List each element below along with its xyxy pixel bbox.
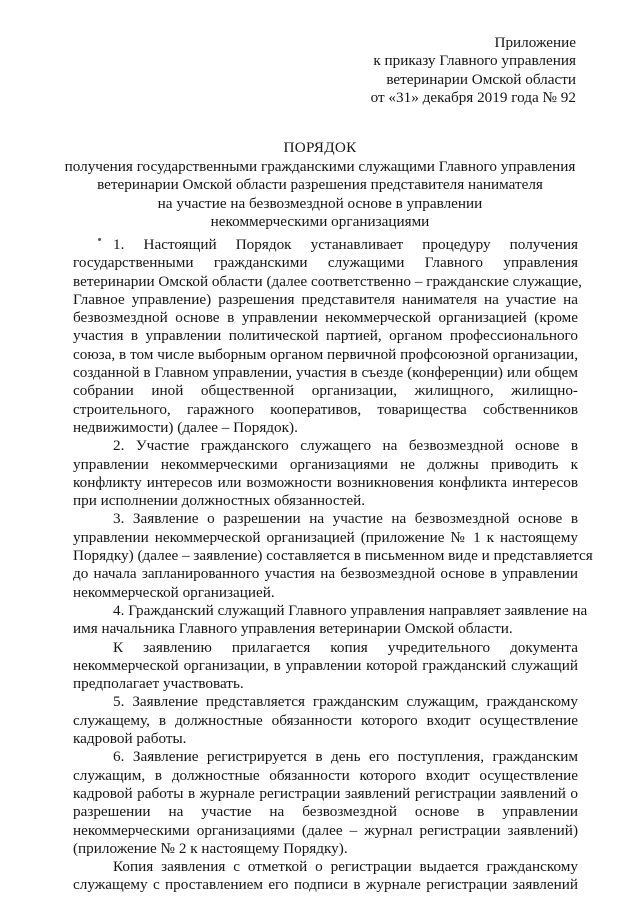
body-line: союза, в том числе выборным органом первичной профсоюзной организации, (73, 345, 578, 363)
body-line: имя начальника Главного управления ветеринарии Омской области. (73, 620, 513, 638)
body-line: некоммерческой организации, в управлении которой гражданский служащий (73, 656, 578, 674)
body-line: Копия заявления с отметкой о регистрации выдается гражданскому (113, 858, 578, 876)
body-line: служащему с проставлением его подписи в журнале регистрации заявлений (73, 876, 578, 894)
appendix-line: Приложение (494, 34, 576, 51)
body-line: Порядку) (далее – заявление) составляется в письменном виде и представляется (73, 547, 593, 565)
subtitle-line: получения государственными гражданскими служащими Главного управления (64, 158, 576, 175)
body-line: 4. Гражданский служащий Главного управления направляет заявление на (113, 601, 588, 619)
body-line: 6. Заявление регистрируется в день его поступления, гражданским (113, 748, 578, 766)
body-line: строительного, гаражного кооперативов, товарищества собственников (73, 400, 578, 418)
body-line: ветеринарии Омской области (далее соответственно – гражданские служащие, (73, 272, 582, 290)
body-line: 2. Участие гражданского служащего на безвозмездной основе в (113, 437, 578, 455)
body-line: кадровой работы. (73, 730, 187, 748)
body-line: собрании иной общественной организации, жилищного, жилищно- (73, 382, 578, 400)
appendix-header (371, 34, 576, 108)
body-line: 3. Заявление о разрешении на участие на безвозмездной основе в (113, 510, 578, 528)
appendix-line: ветеринарии Омской области (386, 70, 576, 88)
body-line: служащему, в должностные обязанности которого входит осуществление (73, 711, 578, 729)
body-line: служащим, в должностные обязанности которого входит осуществление (73, 766, 578, 784)
body-line: при исполнении должностных обязанностей. (73, 492, 365, 510)
document-title: ПОРЯДОК (283, 139, 357, 156)
document-subtitle (60, 158, 580, 232)
body-line: разрешении на участие на безвозмездной основе в управлении (73, 803, 578, 821)
appendix-line: к приказу Главного управления (373, 52, 576, 70)
body-line: управлении некоммерческими организациями не должны приводить к (73, 455, 578, 473)
body-line: государственными гражданскими служащими Главного управления (73, 254, 578, 272)
body-line: 1. Настоящий Порядок устанавливает процедуру получения (113, 236, 578, 253)
body-line: некоммерческими организациями (далее – журнал регистрации заявлений) (73, 821, 578, 839)
body-line: до начала запланированного участия на безвозмездной основе в управлении (73, 565, 578, 583)
subtitle-line: некоммерческими организациями (210, 213, 430, 231)
body-line: 5. Заявление представляется гражданским служащим, гражданскому (113, 693, 578, 711)
body-line: К заявлению прилагается копия учредительного документа (113, 638, 578, 656)
body-line: созданной в Главном управлении, участия в съезде (конференции) или общем (73, 364, 578, 382)
document-body (73, 236, 593, 895)
body-line: недвижимости) (далее – Порядок). (73, 418, 298, 436)
body-line: Главное управление) разрешения представителя нанимателя на участие на (73, 290, 578, 308)
subtitle-line: на участие на безвозмездной основе в управлении (157, 194, 483, 212)
subtitle-line: ветеринарии Омской области разрешения представителя нанимателя (97, 176, 543, 194)
body-line: некоммерческой организацией. (73, 583, 275, 601)
body-line: управлении некоммерческой организацией (приложение № 1 к настоящему (73, 528, 578, 546)
body-line: безвозмездной основе в управлении некоммерческой организацией (кроме (73, 309, 578, 327)
body-line: предполагает участвовать. (73, 675, 244, 693)
body-line: (приложение № 2 к настоящему Порядку). (73, 839, 348, 857)
body-line: участия в управлении политической партией, органом профессионального (73, 327, 578, 345)
body-line: кадровой работы в журнале регистрации заявлений регистрации заявлений о (73, 784, 578, 802)
body-line: конфликту интересов или возможности возникновения конфликта интересов (73, 473, 578, 491)
appendix-line: от «31» декабря 2019 года № 92 (370, 89, 576, 107)
